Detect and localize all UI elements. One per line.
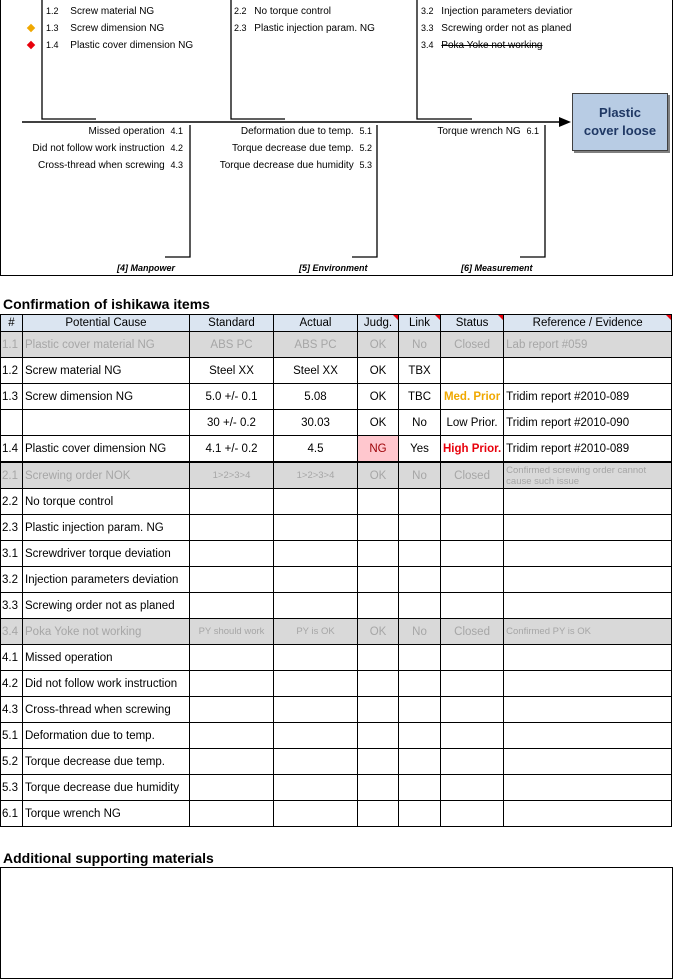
cell-actual[interactable] (274, 697, 358, 723)
cell-standard[interactable] (190, 515, 274, 541)
cell-reference[interactable] (504, 358, 672, 384)
fish-item-3-3 (421, 22, 571, 35)
cell-num[interactable]: 3.1 (1, 541, 23, 567)
cell-actual[interactable] (274, 801, 358, 827)
fish-item-label: Deformation due to temp. (240, 126, 354, 137)
table-row (1, 358, 672, 384)
cell-cause[interactable]: Screw material NG (23, 358, 190, 384)
fish-item-num: 4.2 (170, 143, 183, 153)
fish-item-num: 2.2 (234, 6, 247, 16)
cell-judgement[interactable]: OK (358, 619, 399, 645)
cell-link[interactable] (399, 671, 441, 697)
fish-item-6-1 (437, 125, 539, 138)
cell-standard[interactable] (190, 489, 274, 515)
fish-item-3-2 (421, 5, 572, 18)
table-row (1, 801, 672, 827)
fish-item-label: Poka Yoke not working (441, 40, 543, 51)
category-measurement: [6] Measurement (461, 263, 533, 273)
cell-link[interactable]: TBX (399, 358, 441, 384)
cell-standard[interactable]: 5.0 +/- 0.1 (190, 384, 274, 410)
cell-reference[interactable]: Lab report #059 (504, 332, 672, 358)
cell-judgement[interactable]: OK (358, 462, 399, 489)
fish-item-label: Torque wrench NG (437, 126, 521, 137)
header-reference-label: Reference / Evidence (532, 317, 643, 329)
cell-link[interactable] (399, 593, 441, 619)
cell-standard[interactable] (190, 723, 274, 749)
cell-status[interactable] (441, 515, 504, 541)
fish-item-1-3 (46, 22, 164, 35)
cell-reference[interactable]: Tridim report #2010-089 (504, 384, 672, 410)
cell-standard[interactable]: Steel XX (190, 358, 274, 384)
cell-status[interactable] (441, 358, 504, 384)
fish-item-num: 2.3 (234, 23, 247, 33)
cell-judgement[interactable] (358, 723, 399, 749)
effect-box (572, 93, 668, 151)
cell-reference[interactable] (504, 671, 672, 697)
cell-num[interactable]: 2.2 (1, 489, 23, 515)
fish-item-4-3 (38, 159, 183, 172)
cell-reference[interactable] (504, 645, 672, 671)
cell-standard[interactable] (190, 801, 274, 827)
cell-actual[interactable] (274, 749, 358, 775)
cell-standard[interactable]: ABS PC (190, 332, 274, 358)
cell-num[interactable]: 4.2 (1, 671, 23, 697)
cell-standard[interactable]: 1>2>3>4 (190, 462, 274, 489)
table-row (1, 749, 672, 775)
table-row (1, 541, 672, 567)
fish-item-num: 4.1 (170, 126, 183, 136)
fish-item-num: 1.2 (46, 6, 59, 16)
cell-link[interactable]: Yes (399, 436, 441, 463)
header-link[interactable] (399, 315, 441, 332)
fish-item-label: Torque decrease due temp. (231, 143, 354, 154)
cell-actual[interactable] (274, 593, 358, 619)
cell-judgement[interactable] (358, 749, 399, 775)
cell-num[interactable]: 6.1 (1, 801, 23, 827)
cell-actual[interactable] (274, 775, 358, 801)
cell-cause[interactable]: Did not follow work instruction (23, 671, 190, 697)
table-row (1, 723, 672, 749)
fish-item-num: 3.2 (421, 6, 434, 16)
cell-num[interactable]: 1.2 (1, 358, 23, 384)
cell-standard[interactable]: 4.1 +/- 0.2 (190, 436, 274, 463)
fish-item-4-1 (89, 125, 183, 138)
cell-status[interactable] (441, 749, 504, 775)
cell-judgement[interactable]: OK (358, 410, 399, 436)
fish-item-1-2 (46, 5, 154, 18)
fish-item-num: 3.3 (421, 23, 434, 33)
cell-cause[interactable]: No torque control (23, 489, 190, 515)
cell-status[interactable] (441, 775, 504, 801)
cell-cause[interactable]: Torque decrease due humidity (23, 775, 190, 801)
cell-judgement[interactable] (358, 697, 399, 723)
cell-actual[interactable] (274, 489, 358, 515)
cell-actual[interactable]: Steel XX (274, 358, 358, 384)
cell-link[interactable] (399, 541, 441, 567)
cell-cause[interactable]: Missed operation (23, 645, 190, 671)
cell-standard[interactable] (190, 775, 274, 801)
cell-status[interactable]: Closed (441, 332, 504, 358)
cell-judgement[interactable] (358, 593, 399, 619)
fish-item-label: Plastic cover dimension NG (70, 40, 194, 51)
cell-judgement[interactable] (358, 541, 399, 567)
table-row (1, 671, 672, 697)
cell-link[interactable]: TBC (399, 384, 441, 410)
cell-num[interactable]: 3.2 (1, 567, 23, 593)
fish-item-label: Plastic injection param. NG (254, 23, 375, 34)
cell-status[interactable]: Closed (441, 619, 504, 645)
cell-reference[interactable] (504, 515, 672, 541)
cell-reference[interactable] (504, 749, 672, 775)
header-potential-cause[interactable]: Potential Cause (23, 315, 190, 332)
cell-actual[interactable] (274, 567, 358, 593)
header-status[interactable] (441, 315, 504, 332)
fish-item-3-4 (421, 39, 542, 52)
cell-reference[interactable]: Confirmed PY is OK (504, 619, 672, 645)
confirmation-title: Confirmation of ishikawa items (3, 296, 210, 312)
cell-status[interactable] (441, 489, 504, 515)
cell-cause[interactable]: Plastic injection param. NG (23, 515, 190, 541)
cell-reference[interactable] (504, 593, 672, 619)
cell-status[interactable] (441, 541, 504, 567)
cell-num[interactable]: 1.1 (1, 332, 23, 358)
fish-item-label: Did not follow work instruction (32, 143, 165, 154)
cell-standard[interactable] (190, 541, 274, 567)
fish-item-5-3 (220, 159, 372, 172)
cell-link[interactable]: No (399, 462, 441, 489)
cell-link[interactable] (399, 697, 441, 723)
cell-link[interactable]: No (399, 332, 441, 358)
cell-reference[interactable]: Tridim report #2010-090 (504, 410, 672, 436)
cell-judgement[interactable] (358, 801, 399, 827)
cell-cause[interactable]: Poka Yoke not working (23, 619, 190, 645)
cell-status[interactable] (441, 671, 504, 697)
category-environment: [5] Environment (299, 263, 368, 273)
fish-item-1-4 (46, 39, 193, 52)
cell-num[interactable]: 5.3 (1, 775, 23, 801)
fish-item-label: Injection parameters deviatior (441, 6, 573, 17)
table-row (1, 332, 672, 358)
cell-cause[interactable]: Plastic cover material NG (23, 332, 190, 358)
fish-item-label: No torque control (254, 6, 332, 17)
cell-actual[interactable]: ABS PC (274, 332, 358, 358)
table-header-row (1, 315, 672, 332)
cell-cause[interactable]: Screwing order NOK (23, 462, 190, 489)
header-link-label: Link (408, 317, 431, 329)
fish-item-5-2 (232, 142, 372, 155)
comment-marker-icon (393, 315, 398, 320)
comment-marker-icon (435, 315, 440, 320)
cell-actual[interactable] (274, 541, 358, 567)
cell-status[interactable] (441, 567, 504, 593)
fish-item-num: 1.3 (46, 23, 59, 33)
cell-status[interactable]: Closed (441, 462, 504, 489)
cell-cause[interactable]: Screw dimension NG (23, 384, 190, 410)
header-reference[interactable] (504, 315, 672, 332)
cell-status[interactable] (441, 645, 504, 671)
cell-standard[interactable] (190, 749, 274, 775)
cell-link[interactable] (399, 489, 441, 515)
cell-actual[interactable] (274, 645, 358, 671)
cell-judgement[interactable]: OK (358, 384, 399, 410)
fish-item-label: Cross-thread when screwing (37, 160, 165, 171)
table-row (1, 489, 672, 515)
cell-num[interactable]: 4.3 (1, 697, 23, 723)
fish-item-label: Screw material NG (70, 6, 155, 17)
cell-actual[interactable]: 5.08 (274, 384, 358, 410)
header-actual[interactable]: Actual (274, 315, 358, 332)
fish-item-2-2 (234, 5, 331, 18)
fish-item-num: 4.3 (170, 160, 183, 170)
comment-marker-icon (498, 315, 503, 320)
table-row (1, 515, 672, 541)
cell-link[interactable] (399, 515, 441, 541)
cell-num[interactable]: 5.2 (1, 749, 23, 775)
table-row (1, 697, 672, 723)
cell-judgement[interactable]: OK (358, 332, 399, 358)
cell-num[interactable]: 3.4 (1, 619, 23, 645)
cell-actual[interactable]: 4.5 (274, 436, 358, 463)
cell-num[interactable]: 1.4 (1, 436, 23, 463)
cell-reference[interactable]: Tridim report #2010-089 (504, 436, 672, 463)
cell-cause[interactable]: Deformation due to temp. (23, 723, 190, 749)
cell-status-med-prior[interactable]: Med. Prior (441, 384, 504, 410)
cell-judgement-ng[interactable]: NG (358, 436, 399, 463)
cell-standard[interactable]: 30 +/- 0.2 (190, 410, 274, 436)
table-row (1, 384, 672, 410)
cell-actual[interactable]: PY is OK (274, 619, 358, 645)
cell-reference[interactable] (504, 697, 672, 723)
category-manpower: [4] Manpower (117, 263, 176, 273)
header-num[interactable]: # (1, 315, 23, 332)
cell-cause[interactable]: Injection parameters deviation (23, 567, 190, 593)
cell-reference[interactable] (504, 489, 672, 515)
fishbone-diagram (0, 0, 673, 276)
cell-standard[interactable] (190, 567, 274, 593)
header-standard[interactable]: Standard (190, 315, 274, 332)
fish-item-num: 5.1 (359, 126, 372, 136)
cell-num[interactable]: 1.3 (1, 384, 23, 410)
cell-judgement[interactable] (358, 489, 399, 515)
cell-link[interactable]: No (399, 410, 441, 436)
cell-link[interactable]: No (399, 619, 441, 645)
table-row (1, 645, 672, 671)
cell-actual[interactable]: 30.03 (274, 410, 358, 436)
cell-standard[interactable] (190, 697, 274, 723)
table-row (1, 619, 672, 645)
cell-judgement[interactable] (358, 775, 399, 801)
header-judgement-label: Judg. (363, 317, 393, 329)
table-row (1, 775, 672, 801)
cell-link[interactable] (399, 723, 441, 749)
header-judgement[interactable] (358, 315, 399, 332)
fish-item-label: Torque decrease due humidity (219, 160, 354, 171)
cell-reference[interactable] (504, 723, 672, 749)
cell-link[interactable] (399, 749, 441, 775)
fish-item-num: 5.3 (359, 160, 372, 170)
cell-actual[interactable] (274, 723, 358, 749)
cell-status[interactable] (441, 723, 504, 749)
supporting-materials-box[interactable] (0, 867, 673, 979)
cell-num[interactable]: 5.1 (1, 723, 23, 749)
cell-num[interactable]: 2.1 (1, 462, 23, 489)
cell-reference[interactable]: Confirmed screwing order cannot cause such issue (504, 462, 672, 489)
fish-item-4-2 (32, 142, 183, 155)
cell-standard[interactable] (190, 671, 274, 697)
fish-item-5-1 (241, 125, 372, 138)
cell-status-high-prior[interactable]: High Prior. (441, 436, 504, 463)
table-row (1, 593, 672, 619)
cell-status[interactable] (441, 697, 504, 723)
fish-item-label: Screwing order not as planed (441, 23, 572, 34)
cell-status[interactable] (441, 801, 504, 827)
cell-cause[interactable]: Cross-thread when screwing (23, 697, 190, 723)
comment-marker-icon (666, 315, 671, 320)
cell-num[interactable]: 3.3 (1, 593, 23, 619)
cell-status[interactable]: Low Prior. (441, 410, 504, 436)
cell-cause[interactable]: Plastic cover dimension NG (23, 436, 190, 463)
table-row (1, 462, 672, 489)
cell-cause[interactable]: Screwdriver torque deviation (23, 541, 190, 567)
cell-standard[interactable]: PY should work (190, 619, 274, 645)
cell-cause[interactable]: Torque decrease due temp. (23, 749, 190, 775)
fish-item-label: Missed operation (88, 126, 165, 137)
table-row (1, 410, 672, 436)
cell-judgement[interactable] (358, 645, 399, 671)
cell-status[interactable] (441, 593, 504, 619)
fish-item-num: 3.4 (421, 40, 434, 50)
cell-standard[interactable] (190, 593, 274, 619)
cell-cause[interactable] (23, 410, 190, 436)
cell-reference[interactable] (504, 801, 672, 827)
cell-num[interactable]: 4.1 (1, 645, 23, 671)
cell-cause[interactable]: Screwing order not as planed (23, 593, 190, 619)
fish-item-num: 6.1 (526, 126, 539, 136)
fish-item-num: 1.4 (46, 40, 59, 50)
cell-actual[interactable] (274, 671, 358, 697)
cell-actual[interactable]: 1>2>3>4 (274, 462, 358, 489)
fish-item-num: 5.2 (359, 143, 372, 153)
cell-link[interactable] (399, 775, 441, 801)
cell-judgement[interactable]: OK (358, 358, 399, 384)
fish-item-label: Screw dimension NG (70, 23, 165, 34)
cell-link[interactable] (399, 801, 441, 827)
cell-judgement[interactable] (358, 515, 399, 541)
cell-standard[interactable] (190, 645, 274, 671)
cell-reference[interactable] (504, 541, 672, 567)
cell-link[interactable] (399, 567, 441, 593)
cell-judgement[interactable] (358, 671, 399, 697)
header-status-label: Status (455, 317, 489, 329)
supporting-title: Additional supporting materials (3, 850, 214, 866)
confirmation-table (0, 314, 672, 827)
effect-label: Plastic cover loose (583, 105, 657, 138)
cell-actual[interactable] (274, 515, 358, 541)
cell-reference[interactable] (504, 775, 672, 801)
cell-cause[interactable]: Torque wrench NG (23, 801, 190, 827)
cell-num[interactable] (1, 410, 23, 436)
cell-reference[interactable] (504, 567, 672, 593)
cell-judgement[interactable] (358, 567, 399, 593)
cell-link[interactable] (399, 645, 441, 671)
cell-num[interactable]: 2.3 (1, 515, 23, 541)
fish-item-2-3 (234, 22, 375, 35)
table-row (1, 567, 672, 593)
table-row (1, 436, 672, 463)
